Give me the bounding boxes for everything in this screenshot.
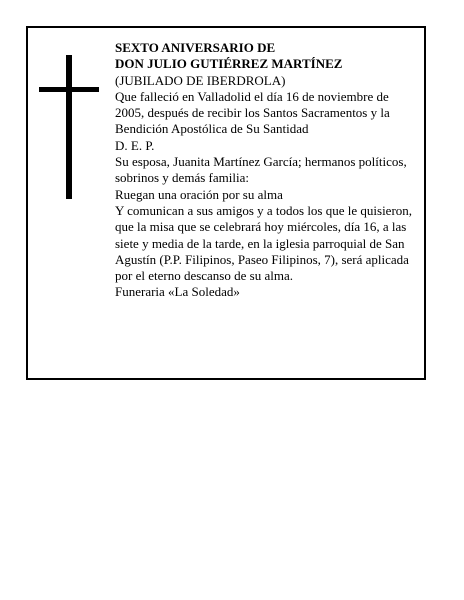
notice-heading-line2: DON JULIO GUTIÉRREZ MARTÍNEZ	[115, 56, 343, 72]
notice-funeral-home: Funeraria «La Soledad»	[115, 284, 240, 300]
notice-heading-line1: SEXTO ANIVERSARIO DE	[115, 40, 276, 55]
notice-affiliation: (JUBILADO DE IBERDROLA)	[115, 72, 286, 88]
cross-icon	[39, 55, 99, 199]
notice-family: Su esposa, Juanita Martínez García; hermanos políticos, sobrinos y demás familia:	[115, 154, 407, 186]
notice-mass-announcement: Y comunican a sus amigos y a todos los que le quisieron, que la misa que se celebrará hoy miércoles, día 16, a las siete y media de la tarde, en la iglesia parroquial de San Agustín (P.P. Filipinos, Paseo Filipinos, 7), será aplicada por el eterno descanso de su alma.	[115, 202, 413, 284]
notice-rip: D. E. P.	[115, 137, 155, 153]
cross-horizontal-bar	[39, 87, 99, 92]
notice-text	[115, 40, 415, 301]
cross-vertical-bar	[66, 55, 72, 199]
notice-death-statement: Que falleció en Valladolid el día 16 de noviembre de 2005, después de recibir los Santos Sacramentos y la Bendición Apostólica de Su Santidad	[115, 88, 390, 137]
notice-prayer-request: Ruegan una oración por su alma	[115, 186, 283, 202]
obituary-notice	[26, 26, 426, 380]
